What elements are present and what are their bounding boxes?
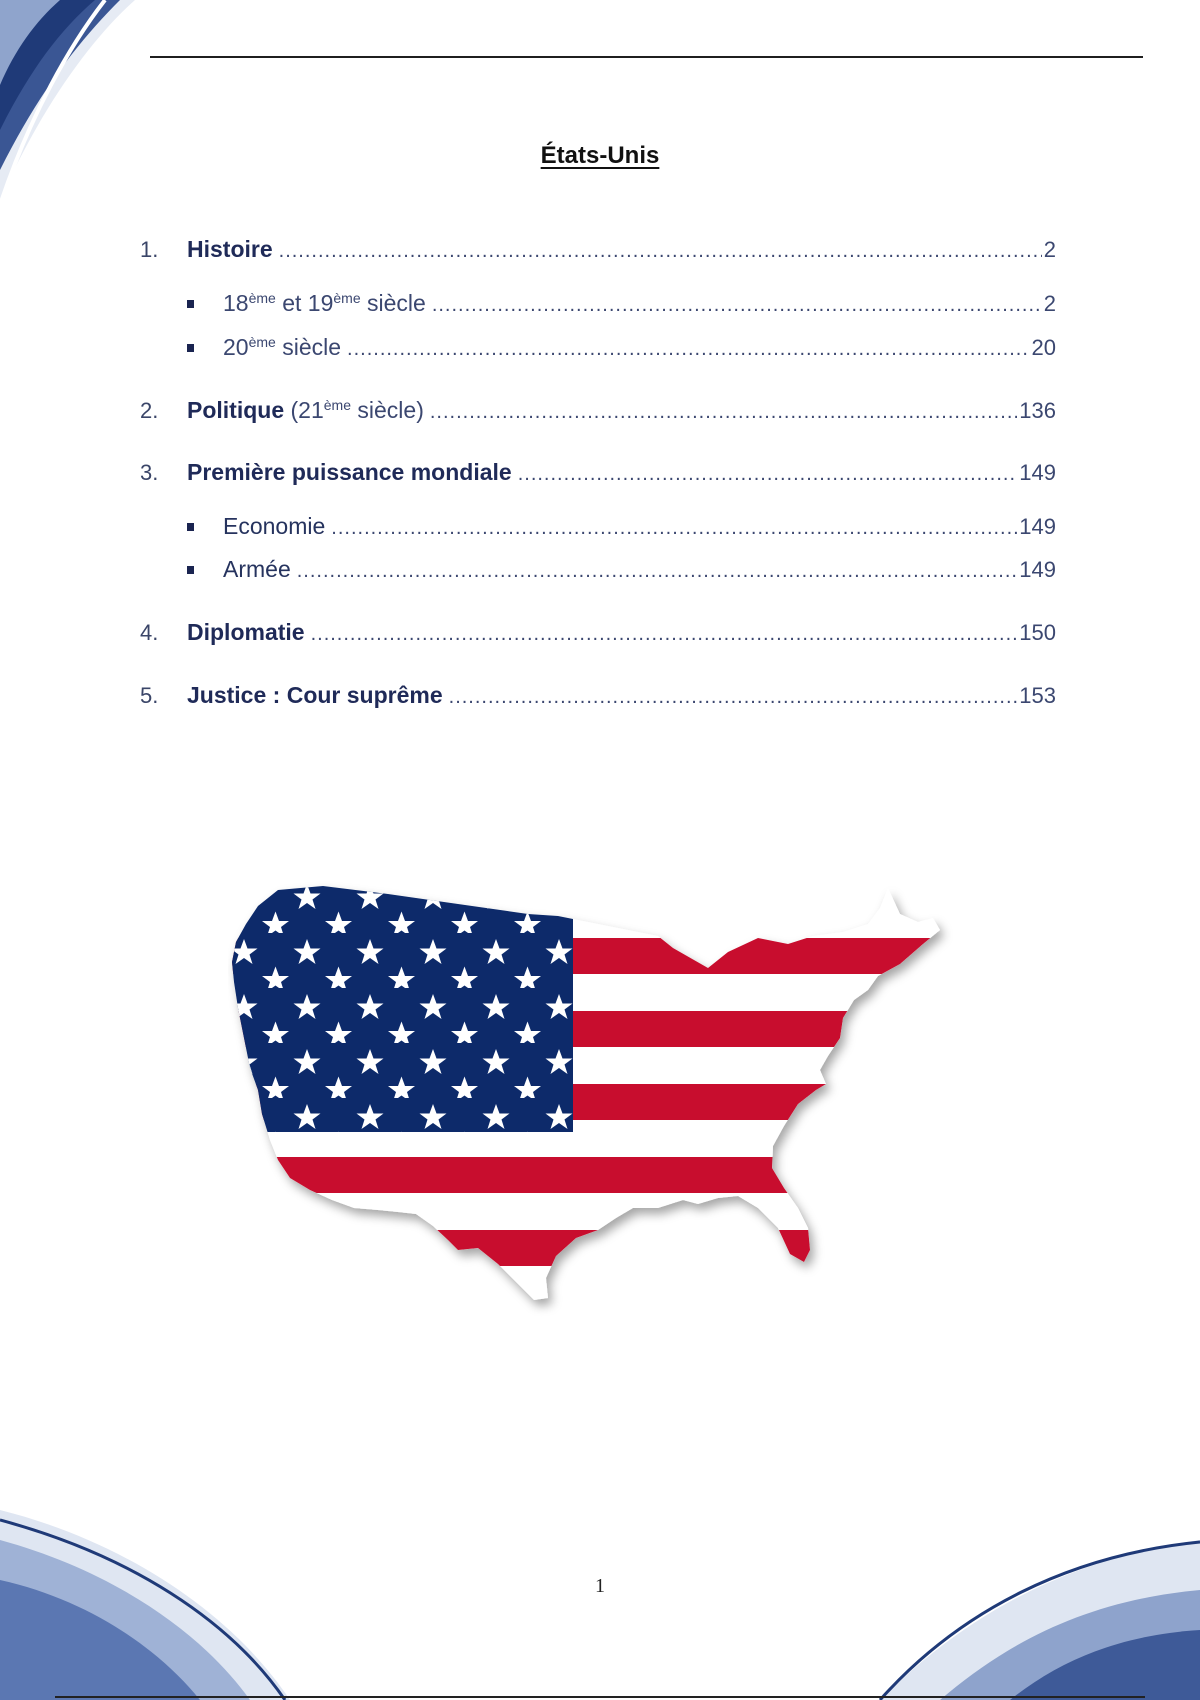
toc-entry-number: 5. <box>140 683 159 708</box>
square-bullet-icon <box>187 344 194 352</box>
toc-dot-leader <box>430 401 1017 424</box>
toc-entry-page: 150 <box>1019 620 1056 645</box>
bottom-wave-decoration <box>0 1500 1200 1700</box>
square-bullet-icon <box>187 523 194 531</box>
toc-dot-leader <box>279 240 1042 263</box>
toc-dot-leader <box>518 463 1018 486</box>
toc-entry-label: Armée <box>223 556 291 582</box>
toc-entry-armee[interactable] <box>140 556 1056 588</box>
toc-dot-leader <box>297 560 1018 583</box>
toc-entry-number: 3. <box>140 460 159 485</box>
toc-entry-label: Diplomatie <box>187 619 305 645</box>
header-rule <box>150 56 1143 58</box>
toc-entry-label: 20ème siècle <box>223 334 342 360</box>
toc-entry-label: Politique (21ème siècle) <box>187 397 424 423</box>
page-title: États-Unis <box>540 142 660 169</box>
toc-entry-20-siecle[interactable] <box>140 334 1056 366</box>
toc-entry-label: Economie <box>223 513 326 539</box>
corner-swoosh-decoration <box>0 0 160 230</box>
usa-flag-map-icon <box>228 878 980 1340</box>
footer-rule <box>55 1696 1145 1698</box>
toc-entry-page: 136 <box>1019 398 1056 423</box>
toc-entry-page: 20 <box>1031 335 1056 360</box>
toc-dot-leader <box>449 686 1018 709</box>
toc-entry-number: 4. <box>140 620 159 645</box>
toc-entry-label: Première puissance mondiale <box>187 459 512 485</box>
toc-dot-leader <box>311 623 1018 646</box>
toc-entry-diplomatie[interactable] <box>140 619 1056 651</box>
toc-entry-economie[interactable] <box>140 513 1056 545</box>
toc-dot-leader <box>432 294 1042 317</box>
toc-entry-justice[interactable] <box>140 682 1056 714</box>
square-bullet-icon <box>187 566 194 574</box>
toc-entry-label: Histoire <box>187 236 273 262</box>
toc-entry-page: 149 <box>1019 460 1056 485</box>
toc-entry-label: 18ème et 19ème siècle <box>223 290 426 316</box>
toc-entry-number: 2. <box>140 398 159 423</box>
toc-entry-page: 2 <box>1043 237 1056 262</box>
toc-entry-page: 149 <box>1019 557 1056 582</box>
toc-entry-18-19-siecle[interactable] <box>140 290 1056 322</box>
toc-entry-page: 2 <box>1043 291 1056 316</box>
toc-entry-histoire[interactable] <box>140 236 1056 268</box>
toc-entry-page: 149 <box>1019 514 1056 539</box>
toc-entry-label: Justice : Cour suprême <box>187 682 443 708</box>
toc-entry-politique[interactable] <box>140 397 1056 429</box>
toc-entry-number: 1. <box>140 237 159 262</box>
toc-dot-leader <box>331 517 1017 540</box>
page-number: 1 <box>595 1575 605 1597</box>
toc-dot-leader <box>347 338 1029 361</box>
toc-entry-premiere-puissance[interactable] <box>140 459 1056 491</box>
toc-entry-page: 153 <box>1019 683 1056 708</box>
square-bullet-icon <box>187 300 194 308</box>
